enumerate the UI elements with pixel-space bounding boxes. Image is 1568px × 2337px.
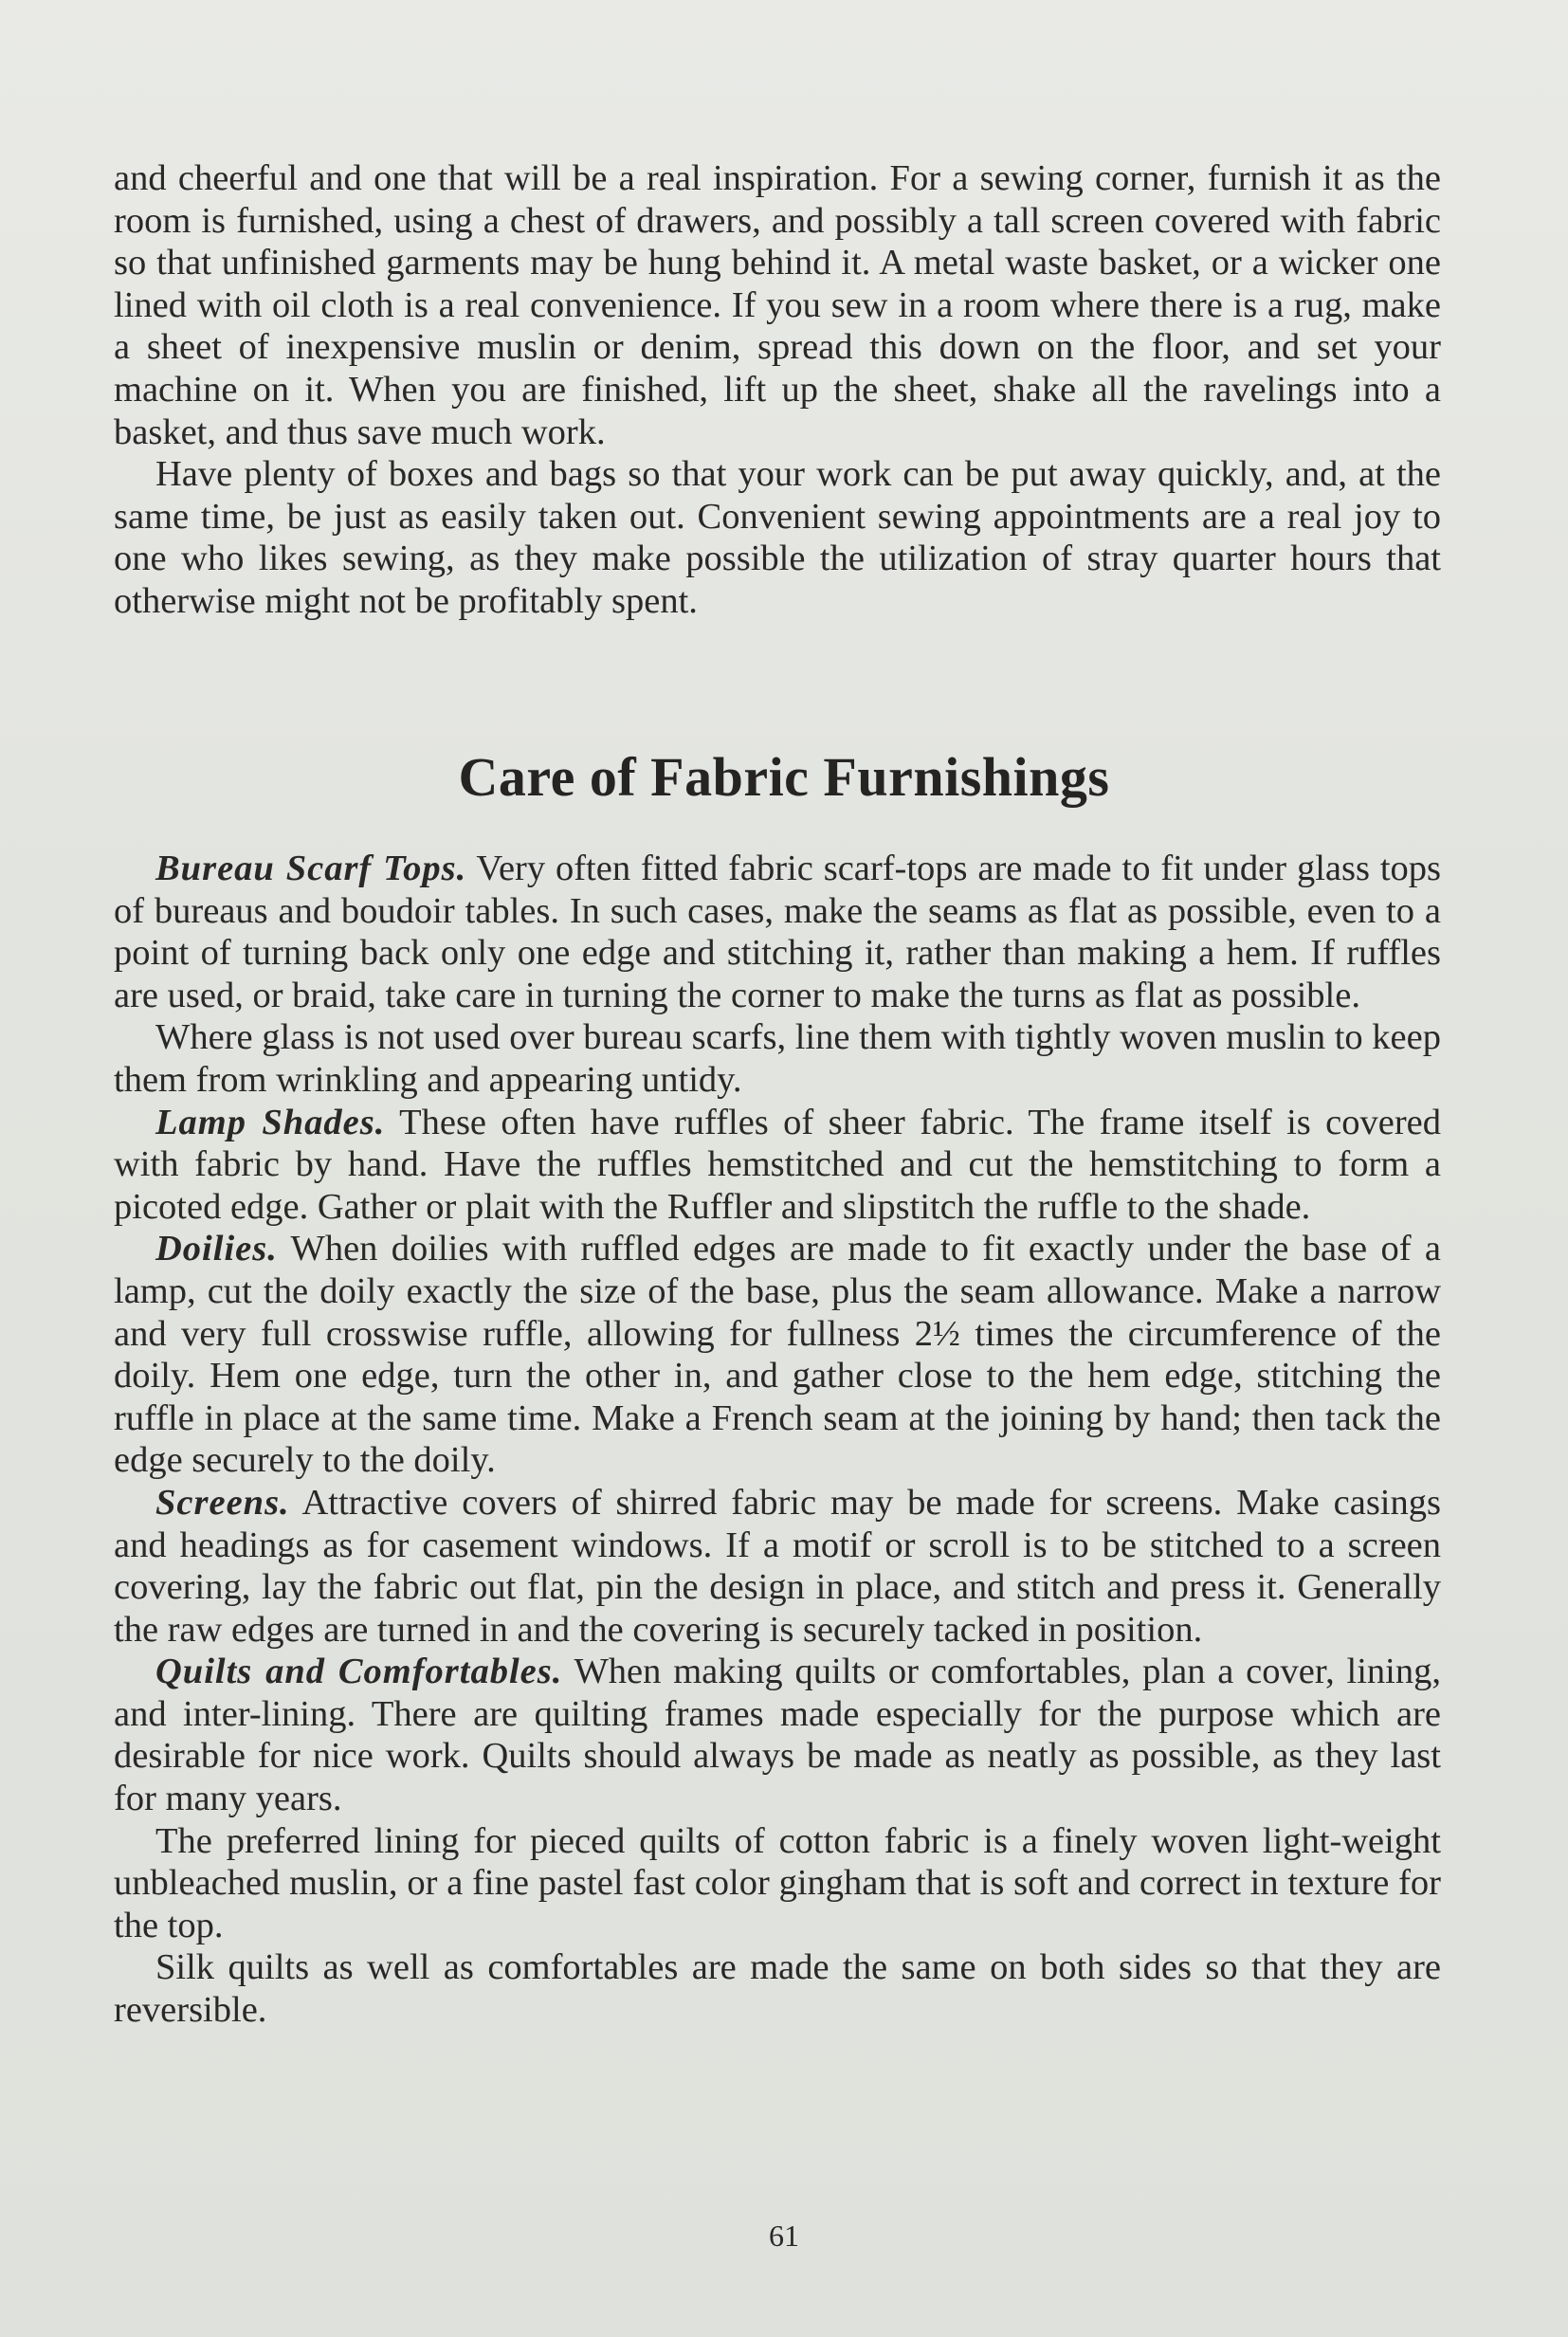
lamp-text: These often have ruffles of sheer fabric. The frame itself is covered with fabric by hand. Have the ruffles hemstitched and cut the hemstitching to form a picoted edge. Gather or plait with the Ruffler and slipstitch the ruffle to the shade. [114,1102,1442,1227]
quilts-paragraph [114,1651,1441,1819]
bureau-paragraph [114,848,1441,1016]
doilies-text: When doilies with ruffled edges are made to fit exactly under the base of a lamp, cut the doily exactly the size of the base, plus the seam allowance. Make a narrow and very full crosswise ruffle, allowing for fullness 2½ times the circumference of the doily. Hem one edge, turn the other in, and gather close to the hem edge, stitching the ruffle in place at the same time. Make a French seam at the joining by hand; then tack the edge securely to the doily. [114,1229,1441,1481]
section-heading: Care of Fabric Furnishings [458,746,1110,808]
intro-paragraph-2: Have plenty of boxes and bags so that your work can be put away quickly, and, at the same time, be just as easily taken out. Convenient sewing appointments are a real joy to one who likes sewing, as they make possible the utilization of stray quarter hours that otherwise might not be profitably spent. [114,454,1441,621]
intro-text [114,157,1441,623]
page-number: 61 [769,2218,799,2253]
quilts-text: When making quilts or comfortables, plan a cover, lining, and inter-lining. There are quilting frames made especially for the purpose which are desirable for nice work. Quilts should always be made as neatly as possible, as they last for many years. [114,1652,1442,1819]
quilts-title: Quilts and Comfortables. [155,1652,563,1692]
screens-paragraph [114,1482,1441,1651]
quilts-silk-paragraph: Silk quilts as well as comfortables are made the same on both sides so that they are reversible. [114,1947,1441,2031]
quilts-lining-paragraph: The preferred lining for pieced quilts of cotton fabric is a finely woven light-weight unbleached muslin, or a fine pastel fast color gingham that is soft and correct in texture for the top. [114,1820,1441,1945]
lamp-title: Lamp Shades. [155,1102,386,1142]
lamp-paragraph [114,1102,1441,1229]
bureau-title: Bureau Scarf Tops. [155,849,467,888]
section-body [114,848,1441,2032]
bureau-note-paragraph: Where glass is not used over bureau scarfs, line them with tightly woven muslin to keep them from wrinkling and appearing untidy. [114,1017,1441,1100]
screens-title: Screens. [155,1482,290,1523]
bureau-text: Very often fitted fabric scarf-tops are made to fit under glass tops of bureaus and boudoir tables. In such cases, make the seams as flat as possible, even to a point of turning back only one edge and stitching it, rather than making a hem. If ruffles are used, or braid, take care in turning the corner to make the turns as flat as possible. [114,849,1442,1015]
doilies-title: Doilies. [155,1229,278,1269]
intro-paragraph-1: and cheerful and one that will be a real inspiration. For a sewing corner, furnish it as the room is furnished, using a chest of drawers, and possibly a tall screen covered with fabric so that unfinished garments may be hung behind it. A metal waste basket, or a wicker one lined with oil cloth is a real convenience. If you sew in a room where there is a rug, make a sheet of inexpensive muslin or denim, spread this down on the floor, and set your machine on it. When you are finished, lift up the sheet, shake all the ravelings into a basket, and thus save much work. [114,158,1441,452]
screens-text: Attractive covers of shirred fabric may be made for screens. Make casings and headings as for casement windows. If a motif or scroll is to be stitched to a screen covering, lay the fabric out flat, pin the design in place, and stitch and press it. Generally the raw edges are turned in and the covering is securely tacked in position. [114,1482,1441,1650]
doilies-paragraph [114,1228,1441,1482]
